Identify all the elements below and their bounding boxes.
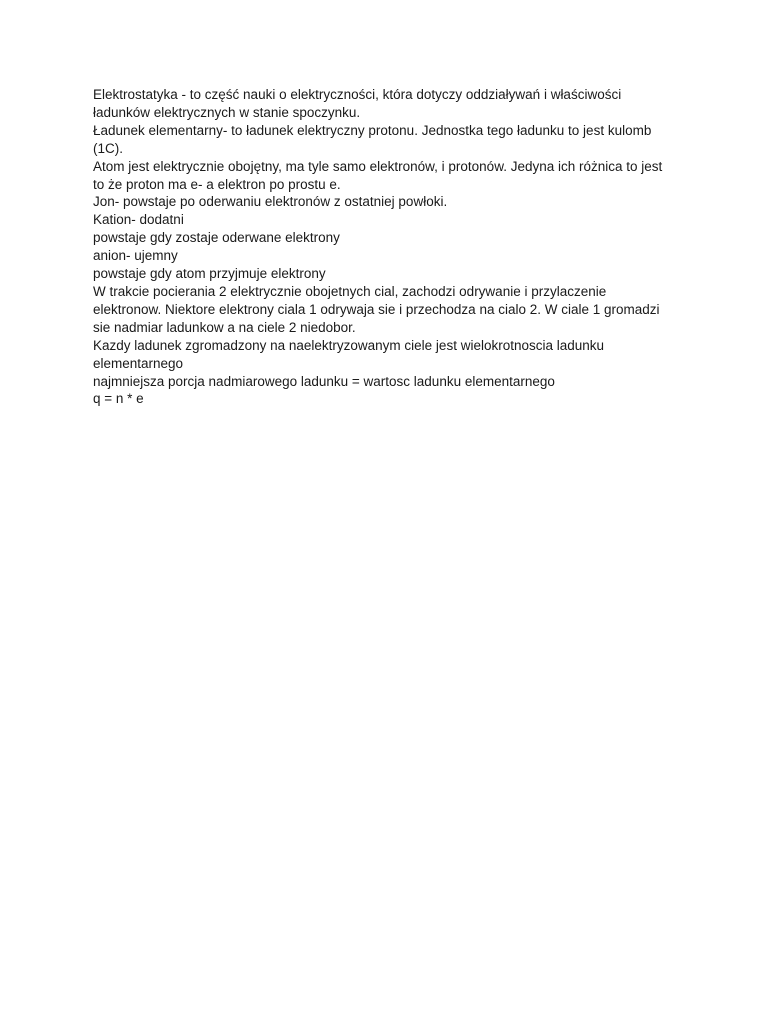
paragraph-anion-desc: powstaje gdy atom przyjmuje elektrony [93,266,326,282]
paragraph-atom: Atom jest elektrycznie obojętny, ma tyle samo elektronów, i protonów. Jedyna ich różnica to jest to że proton ma e- a elektron po prostu e. [93,158,663,192]
formula-q-n-e: q = n * e [93,391,144,407]
paragraph-kation-desc: powstaje gdy zostaje oderwane elektrony [93,230,340,246]
paragraph-wielokrotnosc: Kazdy ladunek zgromadzony na naelektryzowanym ciele jest wielokrotnoscia ladunku elementarnego [93,337,605,371]
paragraph-elektrostatyka: Elektrostatyka - to część nauki o elektryczności, która dotyczy oddziaływań i właściwości ładunków elektrycznych w stanie spoczynku. [93,87,622,120]
paragraph-najmniejsza-porcja: najmniejsza porcja nadmiarowego ladunku = wartosc ladunku elementarnego [93,373,555,389]
paragraph-ladunek-elementarny: Ładunek elementarny- to ładunek elektryczny protonu. Jednostka tego ładunku to jest kulomb (1C). [93,122,652,156]
paragraph-anion: anion- ujemny [93,248,178,264]
paragraph-kation: Kation- dodatni [93,212,184,228]
paragraph-pocieranie: W trakcie pocierania 2 elektrycznie obojetnych cial, zachodzi odrywanie i przylaczenie elektronow. Niektore elektrony ciala 1 odrywaja sie i przechodza na cialo 2. W ciale 1 gromadzi sie nadmiar ladunkow a na ciele 2 niedobor. [93,283,660,335]
paragraph-jon: Jon- powstaje po oderwaniu elektronów z ostatniej powłoki. [93,194,448,210]
document-body [93,86,673,408]
